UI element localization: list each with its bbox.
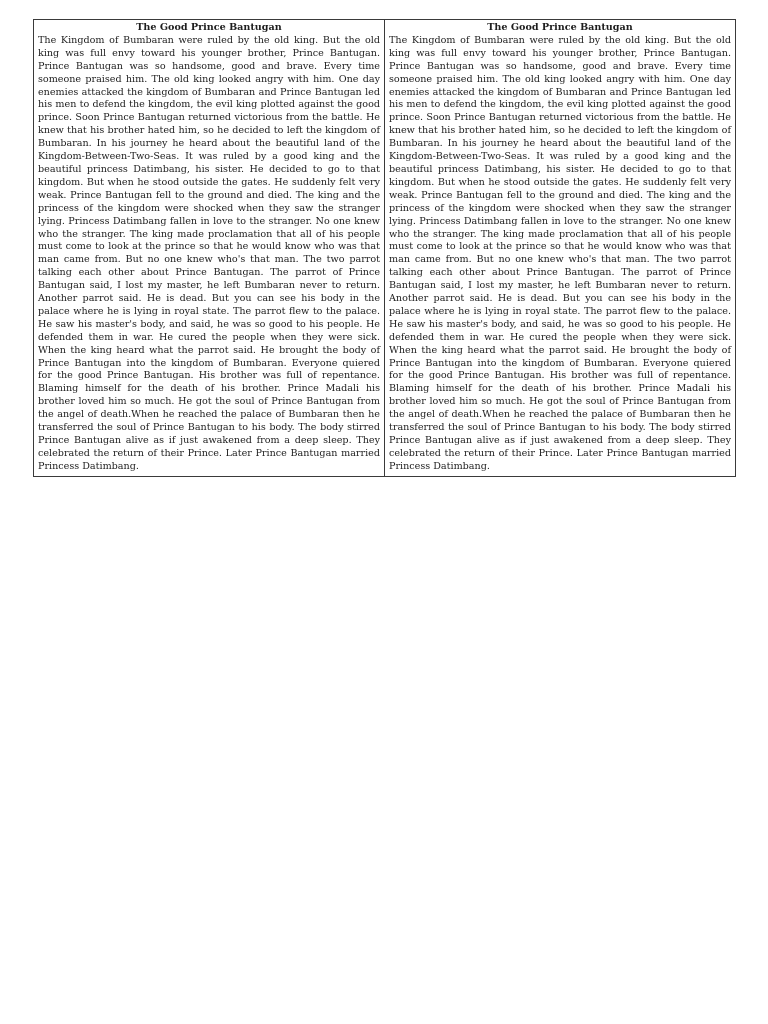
story-body-left: The Kingdom of Bumbaran were ruled by the old king. But the old king was full envy toward his younger brother, Prince Bantugan. Prince Bantugan was so handsome, good and brave. Every time someone praised him. The old king looked angry with him. One day enemies attacked the kingdom of Bumbaran and Prince Bantugan led his men to defend the kingdom, the evil king plotted against the good prince. Soon Prince Bantugan returned victorious from the battle. He knew that his brother hated him, so he decided to left the kingdom of Bumbaran. In his journey he heard about the beautiful land of the Kingdom-Between-Two-Seas. It was ruled by a good king and the beautiful princess Datimbang, his sister. He decided to go to that kingdom. But when he stood outside the gates. He suddenly felt very weak. Prince Bantugan fell to the ground and died. The king and the princess of the kingdom were shocked when they saw the stranger lying. Princess Datimbang fallen in love to the stranger. No one knew who the stranger. The king made proclamation that all of his people must come to look at the prince so that he would know who was that man came from. But no one knew who's that man. The two parrot talking each other about Prince Bantugan. The parrot of Prince Bantugan said, I lost my master, he left Bumbaran never to return. Another parrot said. He is dead. But you can see his body in the palace where he is lying in royal state. The parrot flew to the palace. He saw his master's body, and said, he was so good to his people. He defended them in war. He cured the people when they were sick. When the king heard what the parrot said. He brought the body of Prince Bantugan into the kingdom of Bumbaran. Everyone quiered for the good Prince Bantugan. His brother was full of repentance. Blaming himself for the death of his brother. Prince Madali his brother loved him so much. He got the soul of Prince Bantugan from the angel of death.When he reached the palace of Bumbaran then he transferred the soul of Prince Bantugan to his body. The body stirred Prince Bantugan alive as if just awakened from a deep sleep. They celebrated the return of their Prince. Later Prince Bantugan married Princess Datimbang.: [38, 34, 380, 472]
story-title-right: The Good Prince Bantugan: [487, 22, 633, 33]
story-row: [34, 20, 736, 477]
story-cell-left: [34, 20, 385, 477]
story-title-left: The Good Prince Bantugan: [136, 22, 282, 33]
story-table: [33, 19, 736, 477]
story-cell-right: [385, 20, 736, 477]
story-body-right: The Kingdom of Bumbaran were ruled by the old king. But the old king was full envy toward his younger brother, Prince Bantugan. Prince Bantugan was so handsome, good and brave. Every time someone praised him. The old king looked angry with him. One day enemies attacked the kingdom of Bumbaran and Prince Bantugan led his men to defend the kingdom, the evil king plotted against the good prince. Soon Prince Bantugan returned victorious from the battle. He knew that his brother hated him, so he decided to left the kingdom of Bumbaran. In his journey he heard about the beautiful land of the Kingdom-Between-Two-Seas. It was ruled by a good king and the beautiful princess Datimbang, his sister. He decided to go to that kingdom. But when he stood outside the gates. He suddenly felt very weak. Prince Bantugan fell to the ground and died. The king and the princess of the kingdom were shocked when they saw the stranger lying. Princess Datimbang fallen in love to the stranger. No one knew who the stranger. The king made proclamation that all of his people must come to look at the prince so that he would know who was that man came from. But no one knew who's that man. The two parrot talking each other about Prince Bantugan. The parrot of Prince Bantugan said, I lost my master, he left Bumbaran never to return. Another parrot said. He is dead. But you can see his body in the palace where he is lying in royal state. The parrot flew to the palace. He saw his master's body, and said, he was so good to his people. He defended them in war. He cured the people when they were sick. When the king heard what the parrot said. He brought the body of Prince Bantugan into the kingdom of Bumbaran. Everyone quiered for the good Prince Bantugan. His brother was full of repentance. Blaming himself for the death of his brother. Prince Madali his brother loved him so much. He got the soul of Prince Bantugan from the angel of death.When he reached the palace of Bumbaran then he transferred the soul of Prince Bantugan to his body. The body stirred Prince Bantugan alive as if just awakened from a deep sleep. They celebrated the return of their Prince. Later Prince Bantugan married Princess Datimbang.: [389, 34, 731, 472]
